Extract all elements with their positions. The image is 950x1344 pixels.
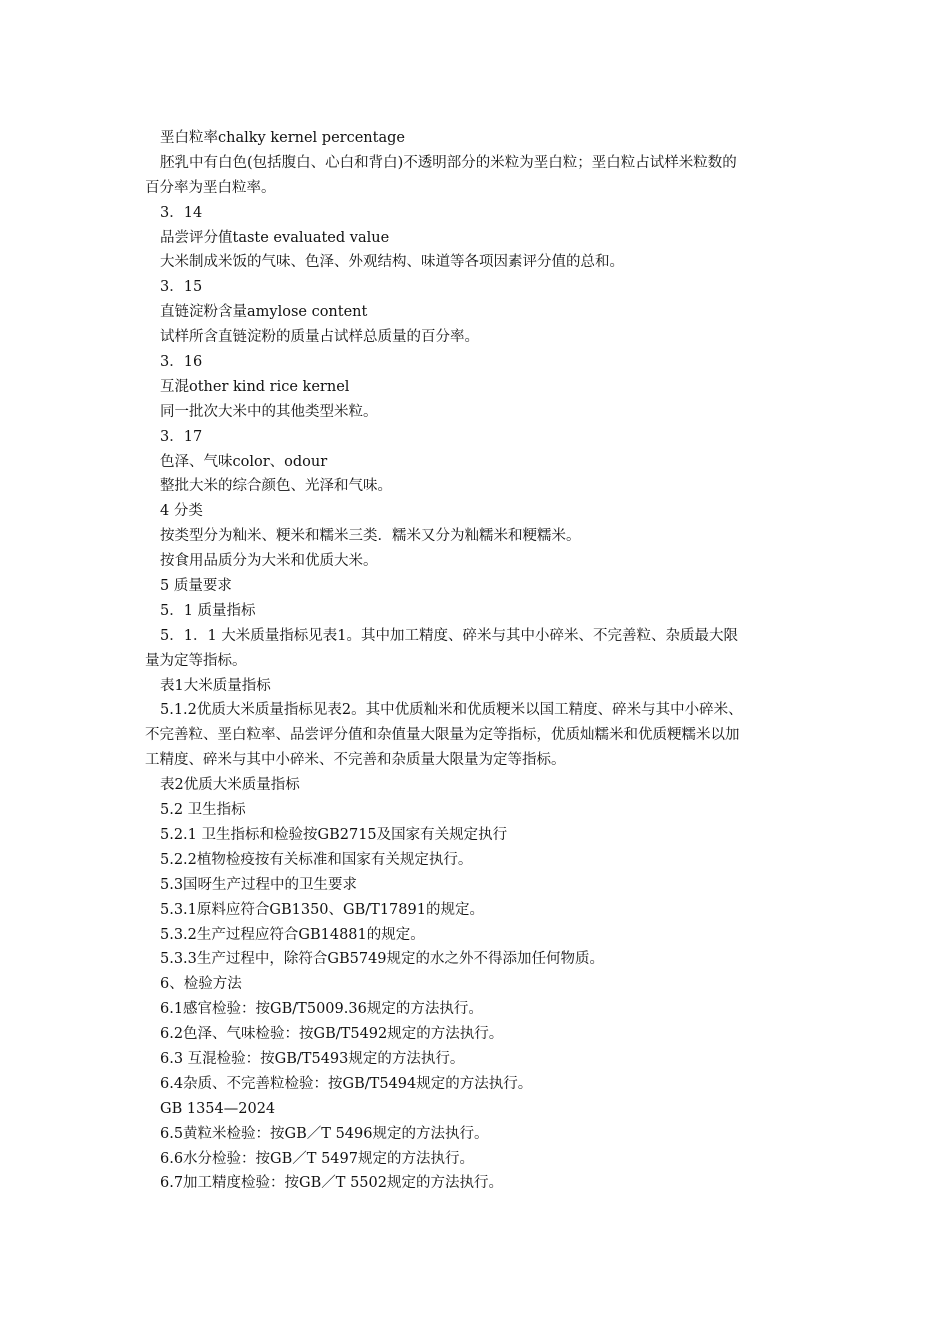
classification-by-type: 按类型分为籼米、粳米和糯米三类．糯米又分为籼糯米和粳糯米。 <box>160 528 581 545</box>
clause-5-1-2-cont-2: 工精度、碎米与其中小碎米、不完善和杂质量大限量为定等指标。 <box>145 752 566 769</box>
term-taste-evaluated-value: 品尝评分值taste evaluated value <box>160 229 390 246</box>
clause-5-1-2-cont-1: 不完善粒、垩白粒率、品尝评分值和杂值量大限量为定等指标，优质灿糯米和优质粳糯米以加 <box>145 727 740 744</box>
clause-6-1: 6.1感官检验：按GB/T5009.36规定的方法执行。 <box>160 1001 483 1018</box>
clause-number-3-14: 3．14 <box>160 204 203 221</box>
section-heading-quality-requirements: 5 质量要求 <box>160 578 232 595</box>
clause-5-1-2: 5.1.2优质大米质量指标见表2。其中优质籼米和优质粳米以国工精度、碎米与其中小碎米、 <box>160 702 743 719</box>
classification-by-quality: 按食用品质分为大米和优质大米。 <box>160 553 378 570</box>
term-amylose-content: 直链淀粉含量amylose content <box>160 304 368 321</box>
section-heading-test-methods: 6、检验方法 <box>160 976 242 993</box>
clause-6-6: 6.6水分检验：按GB／T 5497规定的方法执行。 <box>160 1150 474 1167</box>
clause-6-5: 6.5黄粒米检验：按GB／T 5496规定的方法执行。 <box>160 1125 489 1142</box>
clause-5-3-3: 5.3.3生产过程中，除符合GB5749规定的水之外不得添加任何物质。 <box>160 951 605 968</box>
clause-6-2: 6.2色泽、气味检验：按GB/T5492规定的方法执行。 <box>160 1026 504 1043</box>
clause-5-3-1: 5.3.1原料应符合GB1350、GB/T17891的规定。 <box>160 901 484 918</box>
clause-6-3: 6.3 互混检验：按GB/T5493规定的方法执行。 <box>160 1050 465 1067</box>
definition-color-odour: 整批大米的综合颜色、光泽和气味。 <box>160 478 392 495</box>
definition-amylose: 试样所含直链淀粉的质量占试样总质量的百分率。 <box>160 329 479 346</box>
definition-chalky-kernel: 胚乳中有白色(包括腹白、心白和背白)不透明部分的米粒为垩白粒；垩白粒占试样米粒数的 <box>160 154 737 171</box>
term-color-odour: 色泽、气味color、odour <box>160 453 328 470</box>
table-caption-1: 表1大米质量指标 <box>160 677 271 694</box>
clause-number-3-16: 3．16 <box>160 354 203 371</box>
term-chalky-kernel-percentage: 垩白粒率chalky kernel percentage <box>160 130 405 146</box>
subsection-heading-hygiene: 5.2 卫生指标 <box>160 802 246 819</box>
definition-taste-value: 大米制成米饭的气味、色泽、外观结构、味道等各项因素评分值的总和。 <box>160 254 624 271</box>
subsection-heading-production-hygiene: 5.3国呀生产过程中的卫生要求 <box>160 876 358 893</box>
clause-6-4: 6.4杂质、不完善粒检验：按GB/T5494规定的方法执行。 <box>160 1075 533 1092</box>
clause-5-2-1: 5.2.1 卫生指标和检验按GB2715及国家有关规定执行 <box>160 826 508 843</box>
term-other-kind-rice-kernel: 互混other kind rice kernel <box>160 378 350 395</box>
clause-number-3-17: 3．17 <box>160 428 203 445</box>
clause-5-1-1-cont: 量为定等指标。 <box>145 652 247 669</box>
document-body <box>145 126 805 1196</box>
definition-other-kind: 同一批次大米中的其他类型米粒。 <box>160 403 378 420</box>
clause-5-3-2: 5.3.2生产过程应符合GB14881的规定。 <box>160 926 425 943</box>
table-caption-2: 表2优质大米质量指标 <box>160 777 300 794</box>
section-heading-classification: 4 分类 <box>160 503 203 520</box>
clause-number-3-15: 3．15 <box>160 279 203 296</box>
subsection-heading-quality-indicators: 5．1 质量指标 <box>160 602 256 619</box>
definition-chalky-kernel-cont: 百分率为垩白粒率。 <box>145 179 276 196</box>
clause-6-7: 6.7加工精度检验：按GB／T 5502规定的方法执行。 <box>160 1175 503 1192</box>
clause-5-2-2: 5.2.2植物检疫按有关标准和国家有关规定执行。 <box>160 851 473 868</box>
standard-number-header: GB 1354—2024 <box>160 1100 276 1117</box>
clause-5-1-1: 5．1．1 大米质量指标见表1。其中加工精度、碎米与其中小碎米、不完善粒、杂质最大限 <box>160 627 739 644</box>
